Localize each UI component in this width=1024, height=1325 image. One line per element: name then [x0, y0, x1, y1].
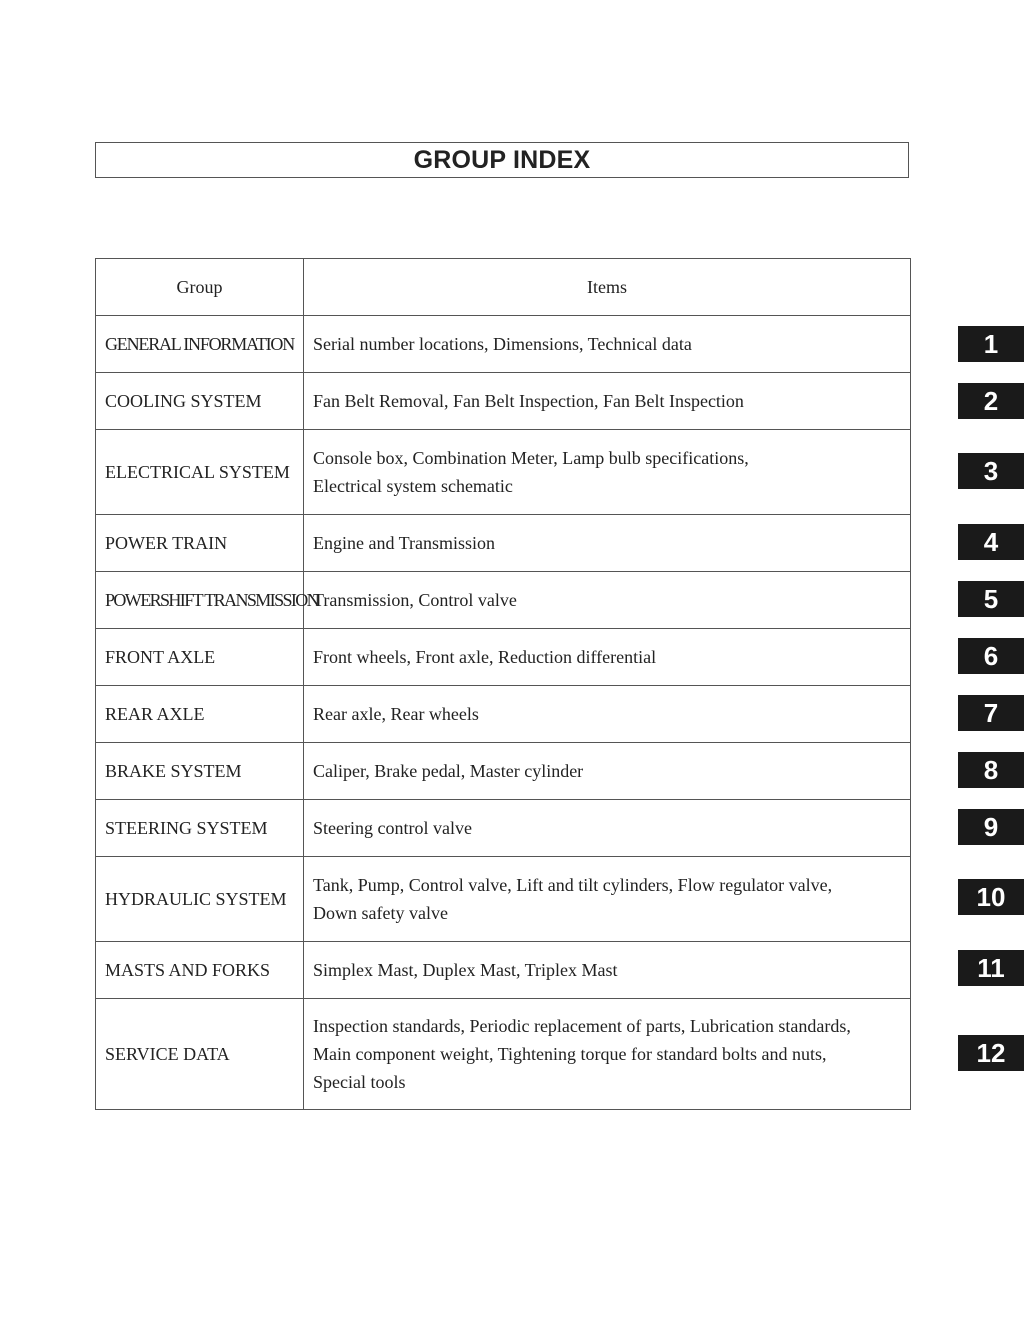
page-title: GROUP INDEX — [413, 145, 591, 174]
table-row — [96, 629, 911, 686]
section-tab-8[interactable]: 8 — [958, 752, 1024, 788]
section-tab-11[interactable]: 11 — [958, 950, 1024, 986]
section-tab-6[interactable]: 6 — [958, 638, 1024, 674]
section-tab-1[interactable]: 1 — [958, 326, 1024, 362]
table-row — [96, 430, 911, 515]
table-row — [96, 942, 911, 999]
items-line: Inspection standards, Periodic replacement of parts, Lubrication standards, — [313, 1016, 851, 1036]
group-cell: COOLING SYSTEM — [96, 373, 304, 430]
items-cell — [304, 942, 911, 999]
items-line: Engine and Transmission — [313, 533, 496, 553]
items-cell — [304, 316, 911, 373]
section-tab-12[interactable]: 12 — [958, 1035, 1024, 1071]
items-line: Special tools — [313, 1072, 406, 1092]
table-row — [96, 800, 911, 857]
items-cell — [304, 999, 911, 1110]
group-cell: GENERAL INFORMATION — [96, 316, 304, 373]
section-tab-4[interactable]: 4 — [958, 524, 1024, 560]
items-line: Transmission, Control valve — [313, 590, 517, 610]
items-cell — [304, 572, 911, 629]
group-cell: ELECTRICAL SYSTEM — [96, 430, 304, 515]
items-cell — [304, 857, 911, 942]
items-cell — [304, 743, 911, 800]
title-box — [95, 142, 909, 178]
header-group: Group — [96, 259, 304, 316]
items-cell — [304, 686, 911, 743]
group-cell: POWER TRAIN — [96, 515, 304, 572]
section-tabs — [958, 0, 1024, 1325]
table-row — [96, 686, 911, 743]
items-line: Electrical system schematic — [313, 476, 513, 496]
group-index-table — [95, 258, 911, 1110]
section-tab-5[interactable]: 5 — [958, 581, 1024, 617]
section-tab-10[interactable]: 10 — [958, 879, 1024, 915]
table-row — [96, 743, 911, 800]
table-row — [96, 373, 911, 430]
table-row — [96, 515, 911, 572]
items-cell — [304, 800, 911, 857]
items-line: Fan Belt Removal, Fan Belt Inspection, Fan Belt Inspection — [313, 391, 744, 411]
items-line: Front wheels, Front axle, Reduction differential — [313, 647, 657, 667]
group-cell: POWERSHIFT TRANSMISSION — [96, 572, 304, 629]
items-cell — [304, 629, 911, 686]
items-cell — [304, 430, 911, 515]
items-line: Down safety valve — [313, 903, 448, 923]
table-row — [96, 316, 911, 373]
group-cell: HYDRAULIC SYSTEM — [96, 857, 304, 942]
items-line: Tank, Pump, Control valve, Lift and tilt cylinders, Flow regulator valve, — [313, 875, 833, 895]
section-tab-2[interactable]: 2 — [958, 383, 1024, 419]
items-line: Steering control valve — [313, 818, 472, 838]
section-tab-7[interactable]: 7 — [958, 695, 1024, 731]
group-cell: SERVICE DATA — [96, 999, 304, 1110]
table-row — [96, 999, 911, 1110]
section-tab-3[interactable]: 3 — [958, 453, 1024, 489]
group-cell: STEERING SYSTEM — [96, 800, 304, 857]
items-line: Console box, Combination Meter, Lamp bulb specifications, — [313, 448, 749, 468]
table-row — [96, 572, 911, 629]
table-header-row — [96, 259, 911, 316]
items-line: Rear axle, Rear wheels — [313, 704, 479, 724]
items-cell — [304, 515, 911, 572]
items-line: Main component weight, Tightening torque for standard bolts and nuts, — [313, 1044, 827, 1064]
table-row — [96, 857, 911, 942]
section-tab-9[interactable]: 9 — [958, 809, 1024, 845]
group-cell: REAR AXLE — [96, 686, 304, 743]
items-line: Simplex Mast, Duplex Mast, Triplex Mast — [313, 960, 618, 980]
group-cell: BRAKE SYSTEM — [96, 743, 304, 800]
header-items: Items — [304, 259, 911, 316]
items-line: Caliper, Brake pedal, Master cylinder — [313, 761, 584, 781]
group-cell: MASTS AND FORKS — [96, 942, 304, 999]
group-cell: FRONT AXLE — [96, 629, 304, 686]
items-line: Serial number locations, Dimensions, Technical data — [313, 334, 692, 354]
items-cell — [304, 373, 911, 430]
